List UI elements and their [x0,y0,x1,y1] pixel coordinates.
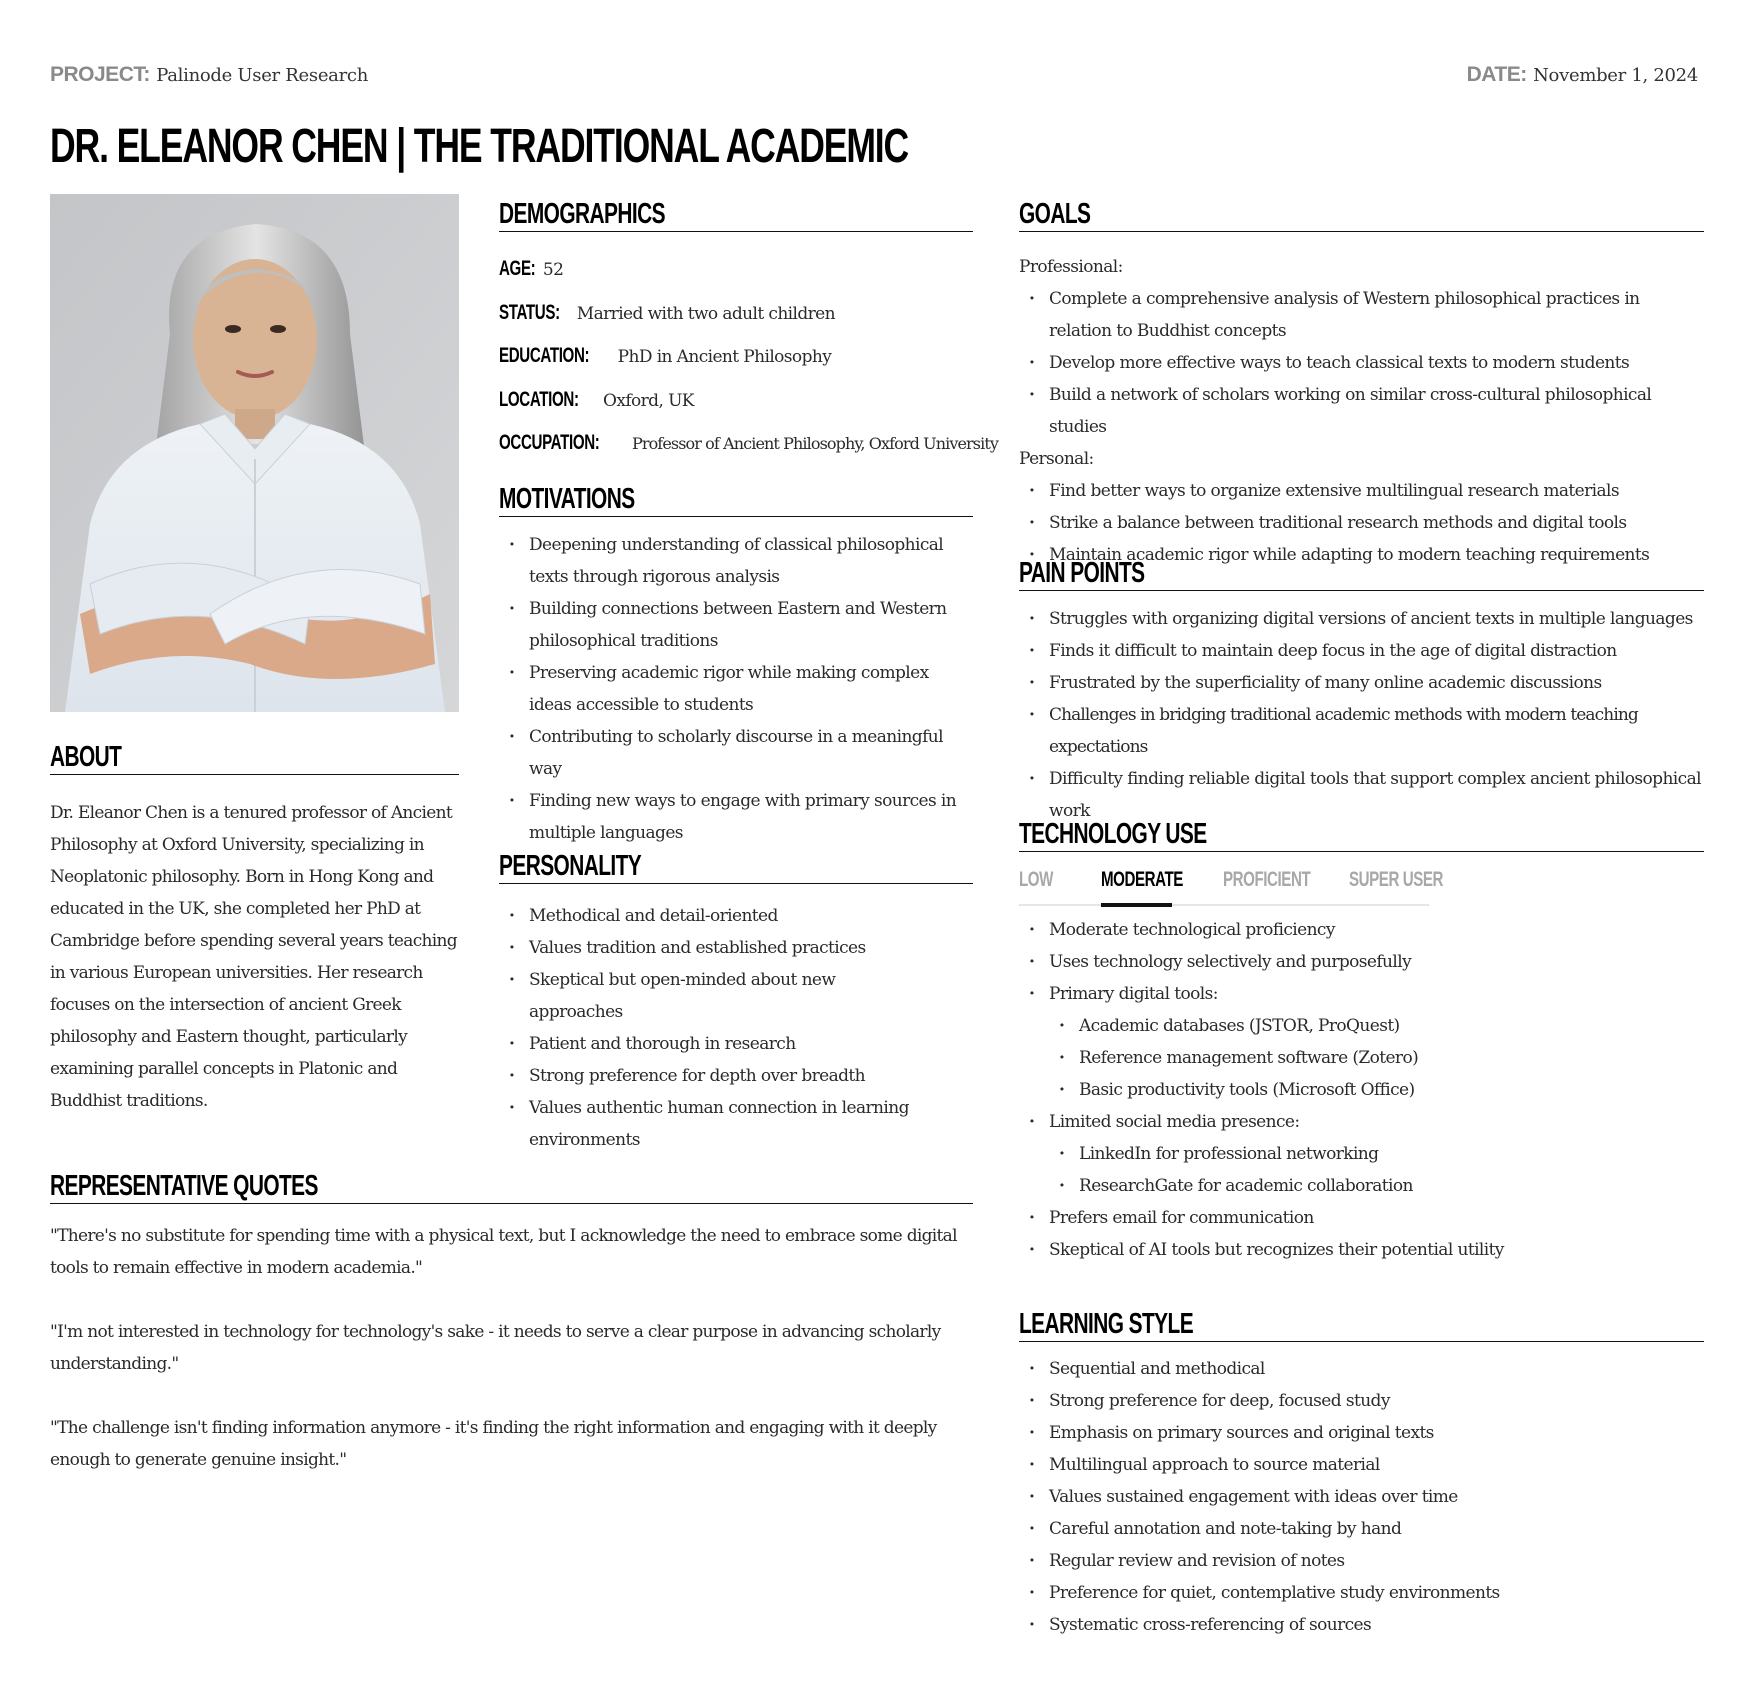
demographics-heading: DEMOGRAPHICS [499,198,665,230]
about-section [50,737,459,1117]
list-item: · Challenges in bridging traditional academic methods with modern teaching expectations [1019,699,1704,763]
list-item: · Patient and thorough in research [499,1028,913,1060]
list-item: · Basic productivity tools (Microsoft Office) [1019,1074,1704,1106]
list-item: · Values tradition and established practices [499,932,913,964]
list-item: · Deepening understanding of classical philosophical texts through rigorous analysis [499,529,963,593]
list-item: · Finds it difficult to maintain deep focus in the age of digital distraction [1019,635,1704,667]
demographics-header [499,194,973,232]
technology-social-heading-list [1019,1106,1704,1138]
page-title: DR. ELEANOR CHEN | THE TRADITIONAL ACADEMIC [50,120,909,173]
learning-style-header [1019,1304,1704,1342]
demographic-occupation: OCCUPATION: Professor of Ancient Philosophy, Oxford University [499,431,998,454]
list-item: · Complete a comprehensive analysis of Western philosophical practices in relation to Buddhist concepts [1019,283,1684,347]
quotes-heading: REPRESENTATIVE QUOTES [50,1170,318,1202]
list-item: · Develop more effective ways to teach classical texts to modern students [1019,347,1684,379]
list-item: · Finding new ways to engage with primary sources in multiple languages [499,785,963,849]
technology-section [1019,814,1704,1266]
goals-heading: GOALS [1019,198,1091,230]
project-value: Palinode User Research [156,65,368,86]
list-item: · Skeptical but open-minded about new approaches [499,964,913,1028]
pain-points-list [1019,603,1704,827]
about-heading: ABOUT [50,741,122,773]
goals-professional-list [1019,283,1704,443]
demographic-status: STATUS: Married with two adult children [499,300,835,324]
demographic-location: LOCATION: Oxford, UK [499,387,694,411]
list-item: · Uses technology selectively and purposefully [1019,946,1704,978]
list-item: · Values authentic human connection in learning environments [499,1092,913,1156]
tech-level-low: LOW [1019,868,1053,891]
about-text: Dr. Eleanor Chen is a tenured professor of Ancient Philosophy at Oxford University, specializing in Neoplatonic philosophy. Born in Hong Kong and educated in the UK, she completed her PhD at Cambridge before spending several years teaching in various European universities. Her research focuses on the intersection of ancient Greek philosophy and Eastern thought, particularly examining parallel concepts in Platonic and Buddhist traditions. [50,803,457,1111]
list-item: · Building connections between Eastern and Western philosophical traditions [499,593,963,657]
persona-portrait [50,194,459,712]
motivations-heading: MOTIVATIONS [499,483,635,515]
tech-level-indicator [1101,903,1172,907]
list-item: · ResearchGate for academic collaboration [1019,1170,1704,1202]
list-item: · Frustrated by the superficiality of many online academic discussions [1019,667,1704,699]
tech-level-moderate: MODERATE [1101,868,1183,891]
learning-style-list [1019,1353,1704,1641]
quotes-section [50,1166,973,1476]
list-item: · Primary digital tools: [1019,978,1704,1010]
list-item: · Sequential and methodical [1019,1353,1704,1385]
technology-header [1019,814,1704,852]
technology-heading: TECHNOLOGY USE [1019,818,1207,850]
demographic-age: AGE: 52 [499,257,564,280]
date-meta [1467,62,1698,87]
list-item: · Struggles with organizing digital versions of ancient texts in multiple languages [1019,603,1704,635]
goals-professional-label: Professional: [1019,257,1123,277]
technology-proficiency-scale [1019,862,1443,906]
personality-list [499,900,973,1156]
technology-list [1019,914,1704,1010]
goals-header [1019,194,1704,232]
learning-style-heading: LEARNING STYLE [1019,1308,1194,1340]
list-item: · Regular review and revision of notes [1019,1545,1704,1577]
about-header [50,737,459,775]
list-item: · Find better ways to organize extensive multilingual research materials [1019,475,1704,507]
list-item: · Prefers email for communication [1019,1202,1704,1234]
learning-style-section [1019,1304,1704,1641]
list-item: · Systematic cross-referencing of sources [1019,1609,1704,1641]
personality-heading: PERSONALITY [499,850,642,882]
quote-1: "There's no substitute for spending time with a physical text, but I acknowledge the need to embrace some digital tools to remain effective in modern academia." [50,1226,957,1278]
motivations-header [499,479,973,517]
personality-section [499,846,973,1156]
list-item: · Multilingual approach to source material [1019,1449,1704,1481]
pain-points-section [1019,553,1704,827]
list-item: · Strong preference for deep, focused study [1019,1385,1704,1417]
list-item: · Difficulty finding reliable digital tools that support complex ancient philosophical work [1019,763,1704,827]
list-item: · Skeptical of AI tools but recognizes their potential utility [1019,1234,1704,1266]
pain-points-heading: PAIN POINTS [1019,557,1145,589]
goals-personal-label: Personal: [1019,449,1094,469]
list-item: · Careful annotation and note-taking by hand [1019,1513,1704,1545]
tech-level-proficient: PROFICIENT [1223,868,1311,891]
project-meta [50,62,368,87]
list-item: · Strike a balance between traditional research methods and digital tools [1019,507,1704,539]
technology-more-list [1019,1202,1704,1266]
demographic-education: EDUCATION: PhD in Ancient Philosophy [499,344,832,367]
list-item: · Preference for quiet, contemplative study environments [1019,1577,1704,1609]
technology-social-list [1019,1138,1704,1202]
technology-tools-list [1019,1010,1704,1106]
pain-points-header [1019,553,1704,591]
date-label: DATE: [1466,63,1527,86]
project-label: PROJECT: [50,63,150,86]
date-value: November 1, 2024 [1533,65,1698,86]
list-item: · Preserving academic rigor while making complex ideas accessible to students [499,657,963,721]
list-item: · Methodical and detail-oriented [499,900,913,932]
motivations-list [499,529,973,849]
list-item: · Values sustained engagement with ideas over time [1019,1481,1704,1513]
list-item: · Build a network of scholars working on similar cross-cultural philosophical studies [1019,379,1684,443]
list-item: · Academic databases (JSTOR, ProQuest) [1019,1010,1704,1042]
demographics-section [499,194,998,466]
personality-header [499,846,973,884]
list-item: · Moderate technological proficiency [1019,914,1704,946]
motivations-section [499,479,973,849]
list-item: · Emphasis on primary sources and original texts [1019,1417,1704,1449]
goals-section [1019,194,1704,571]
list-item: · Maintain academic rigor while adapting to modern teaching requirements [1019,539,1704,571]
quote-2: "I'm not interested in technology for technology's sake - it needs to serve a clear purpose in advancing scholarly understanding." [50,1322,941,1374]
list-item: · Limited social media presence: [1019,1106,1704,1138]
list-item: · Strong preference for depth over breadth [499,1060,913,1092]
quote-3: "The challenge isn't finding information anymore - it's finding the right information and engaging with it deeply enough to generate genuine insight." [50,1418,937,1470]
list-item: · Contributing to scholarly discourse in a meaningful way [499,721,963,785]
list-item: · Reference management software (Zotero) [1019,1042,1704,1074]
list-item: · LinkedIn for professional networking [1019,1138,1704,1170]
tech-level-super-user: SUPER USER [1349,868,1443,891]
quotes-header [50,1166,973,1204]
